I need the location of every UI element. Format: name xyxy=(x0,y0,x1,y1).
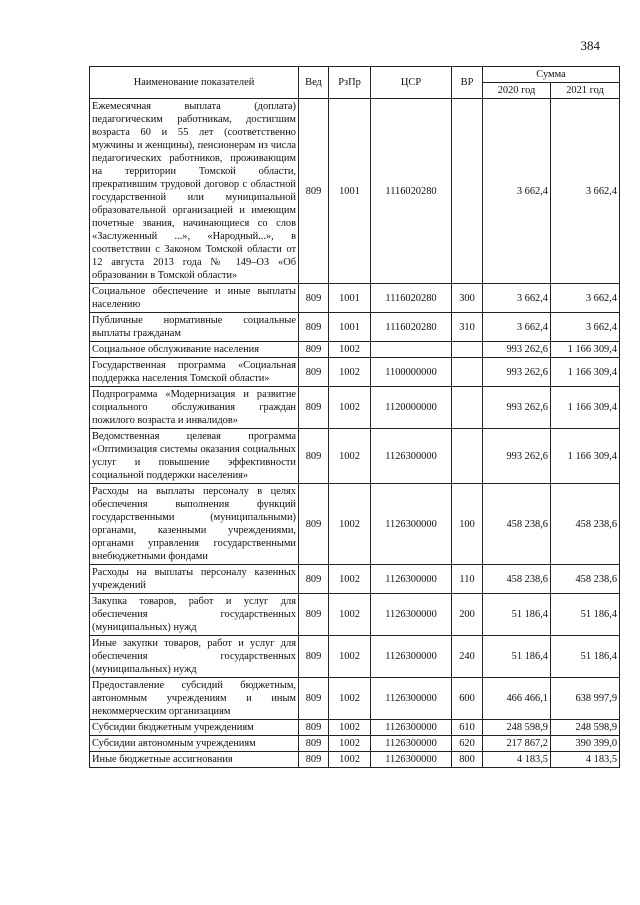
row-name: Расходы на выплаты персоналу казенных учреждений xyxy=(90,565,299,594)
row-ved: 809 xyxy=(299,752,329,768)
row-csr: 1126300000 xyxy=(371,429,452,484)
row-sum-2021: 458 238,6 xyxy=(551,484,620,565)
row-ved: 809 xyxy=(299,99,329,284)
row-vr xyxy=(452,342,483,358)
row-ved: 809 xyxy=(299,565,329,594)
row-rzpr: 1001 xyxy=(329,313,371,342)
row-csr: 1100000000 xyxy=(371,358,452,387)
row-name: Ведомственная целевая программа «Оптимизация системы оказания социальных услуг и повышение эффективности социальной поддержки населения» xyxy=(90,429,299,484)
row-name: Социальное обеспечение и иные выплаты населению xyxy=(90,284,299,313)
row-rzpr: 1002 xyxy=(329,752,371,768)
table-row xyxy=(90,313,620,342)
row-name: Социальное обслуживание населения xyxy=(90,342,299,358)
table-row xyxy=(90,99,620,284)
table-row xyxy=(90,636,620,678)
row-ved: 809 xyxy=(299,284,329,313)
row-sum-2021: 1 166 309,4 xyxy=(551,387,620,429)
row-sum-2020: 458 238,6 xyxy=(483,484,551,565)
header-csr: ЦСР xyxy=(371,67,452,99)
header-sum: Сумма xyxy=(483,67,620,83)
row-name: Предоставление субсидий бюджетным, автономным учреждениям и иным некоммерческим организациям xyxy=(90,678,299,720)
row-rzpr: 1002 xyxy=(329,565,371,594)
header-rzpr: РзПр xyxy=(329,67,371,99)
table-row xyxy=(90,429,620,484)
table-row xyxy=(90,594,620,636)
table-row xyxy=(90,678,620,720)
row-sum-2020: 248 598,9 xyxy=(483,720,551,736)
row-sum-2021: 3 662,4 xyxy=(551,99,620,284)
row-csr: 1126300000 xyxy=(371,736,452,752)
header-name: Наименование показателей xyxy=(90,67,299,99)
row-sum-2021: 638 997,9 xyxy=(551,678,620,720)
row-name: Ежемесячная выплата (доплата) педагогическим работникам, достигшим возраста 60 и 55 лет (соответственно мужчины и женщины), пенсионерам из числа педагогических работников, проживающим на территории Томской области, прекратившим трудовой договор с областной государственной или муниципальной образовательной организацией и имеющим почетные звания, начинающиеся со слов «Заслуженный ...», «Народный...», в соответствии с Законом Томской области от 12 августа 2013 года № 149–ОЗ «Об образовании в Томской области» xyxy=(90,99,299,284)
row-csr: 1126300000 xyxy=(371,752,452,768)
row-vr: 240 xyxy=(452,636,483,678)
row-ved: 809 xyxy=(299,678,329,720)
row-rzpr: 1002 xyxy=(329,484,371,565)
row-vr xyxy=(452,429,483,484)
row-sum-2020: 458 238,6 xyxy=(483,565,551,594)
row-vr: 100 xyxy=(452,484,483,565)
row-sum-2020: 51 186,4 xyxy=(483,636,551,678)
header-year-2020: 2020 год xyxy=(483,83,551,99)
header-year-2021: 2021 год xyxy=(551,83,620,99)
row-sum-2020: 3 662,4 xyxy=(483,99,551,284)
row-sum-2020: 3 662,4 xyxy=(483,284,551,313)
row-name: Государственная программа «Социальная поддержка населения Томской области» xyxy=(90,358,299,387)
row-sum-2020: 993 262,6 xyxy=(483,387,551,429)
table-row xyxy=(90,736,620,752)
row-rzpr: 1002 xyxy=(329,678,371,720)
row-ved: 809 xyxy=(299,358,329,387)
row-csr: 1116020280 xyxy=(371,284,452,313)
row-rzpr: 1001 xyxy=(329,99,371,284)
row-rzpr: 1001 xyxy=(329,284,371,313)
row-ved: 809 xyxy=(299,429,329,484)
row-name: Расходы на выплаты персоналу в целях обеспечения выполнения функций государственными (муниципальными) органами, казенными учреждениями, органами управления государственными внебюджетными фондами xyxy=(90,484,299,565)
row-vr: 800 xyxy=(452,752,483,768)
row-vr: 310 xyxy=(452,313,483,342)
row-vr: 200 xyxy=(452,594,483,636)
row-csr: 1126300000 xyxy=(371,720,452,736)
row-csr: 1120000000 xyxy=(371,387,452,429)
row-sum-2021: 3 662,4 xyxy=(551,313,620,342)
row-csr: 1126300000 xyxy=(371,636,452,678)
row-rzpr: 1002 xyxy=(329,342,371,358)
table-row xyxy=(90,484,620,565)
row-sum-2020: 993 262,6 xyxy=(483,342,551,358)
row-sum-2021: 390 399,0 xyxy=(551,736,620,752)
row-rzpr: 1002 xyxy=(329,387,371,429)
page-number: 384 xyxy=(580,38,600,53)
row-csr: 1116020280 xyxy=(371,99,452,284)
row-name: Иные бюджетные ассигнования xyxy=(90,752,299,768)
table-row xyxy=(90,387,620,429)
row-vr: 620 xyxy=(452,736,483,752)
row-vr xyxy=(452,387,483,429)
row-vr xyxy=(452,358,483,387)
row-name: Субсидии автономным учреждениям xyxy=(90,736,299,752)
row-rzpr: 1002 xyxy=(329,636,371,678)
budget-table xyxy=(89,66,620,768)
row-ved: 809 xyxy=(299,636,329,678)
row-sum-2021: 458 238,6 xyxy=(551,565,620,594)
row-name: Закупка товаров, работ и услуг для обеспечения государственных (муниципальных) нужд xyxy=(90,594,299,636)
row-sum-2020: 217 867,2 xyxy=(483,736,551,752)
row-vr: 300 xyxy=(452,284,483,313)
row-vr: 600 xyxy=(452,678,483,720)
row-csr xyxy=(371,342,452,358)
row-sum-2021: 51 186,4 xyxy=(551,594,620,636)
row-sum-2021: 4 183,5 xyxy=(551,752,620,768)
table-row xyxy=(90,720,620,736)
row-name: Публичные нормативные социальные выплаты гражданам xyxy=(90,313,299,342)
row-csr: 1126300000 xyxy=(371,565,452,594)
row-vr: 110 xyxy=(452,565,483,594)
row-name: Субсидии бюджетным учреждениям xyxy=(90,720,299,736)
row-ved: 809 xyxy=(299,342,329,358)
row-sum-2021: 3 662,4 xyxy=(551,284,620,313)
table-row xyxy=(90,358,620,387)
row-ved: 809 xyxy=(299,387,329,429)
row-name: Иные закупки товаров, работ и услуг для обеспечения государственных (муниципальных) нужд xyxy=(90,636,299,678)
table-row xyxy=(90,284,620,313)
row-sum-2020: 993 262,6 xyxy=(483,358,551,387)
row-ved: 809 xyxy=(299,313,329,342)
row-vr: 610 xyxy=(452,720,483,736)
row-csr: 1116020280 xyxy=(371,313,452,342)
row-csr: 1126300000 xyxy=(371,678,452,720)
row-rzpr: 1002 xyxy=(329,720,371,736)
row-vr xyxy=(452,99,483,284)
row-sum-2020: 3 662,4 xyxy=(483,313,551,342)
row-sum-2020: 51 186,4 xyxy=(483,594,551,636)
row-ved: 809 xyxy=(299,736,329,752)
row-sum-2020: 4 183,5 xyxy=(483,752,551,768)
table-row xyxy=(90,342,620,358)
row-csr: 1126300000 xyxy=(371,484,452,565)
row-rzpr: 1002 xyxy=(329,594,371,636)
row-sum-2020: 466 466,1 xyxy=(483,678,551,720)
row-ved: 809 xyxy=(299,720,329,736)
row-name: Подпрограмма «Модернизация и развитие социального обслуживания граждан пожилого возраста и инвалидов» xyxy=(90,387,299,429)
header-vr: ВР xyxy=(452,67,483,99)
row-ved: 809 xyxy=(299,594,329,636)
row-csr: 1126300000 xyxy=(371,594,452,636)
table-row xyxy=(90,752,620,768)
row-sum-2021: 1 166 309,4 xyxy=(551,358,620,387)
row-sum-2021: 51 186,4 xyxy=(551,636,620,678)
table-row xyxy=(90,565,620,594)
row-sum-2020: 993 262,6 xyxy=(483,429,551,484)
header-ved: Вед xyxy=(299,67,329,99)
row-rzpr: 1002 xyxy=(329,429,371,484)
row-sum-2021: 248 598,9 xyxy=(551,720,620,736)
row-rzpr: 1002 xyxy=(329,736,371,752)
row-ved: 809 xyxy=(299,484,329,565)
row-rzpr: 1002 xyxy=(329,358,371,387)
row-sum-2021: 1 166 309,4 xyxy=(551,342,620,358)
row-sum-2021: 1 166 309,4 xyxy=(551,429,620,484)
